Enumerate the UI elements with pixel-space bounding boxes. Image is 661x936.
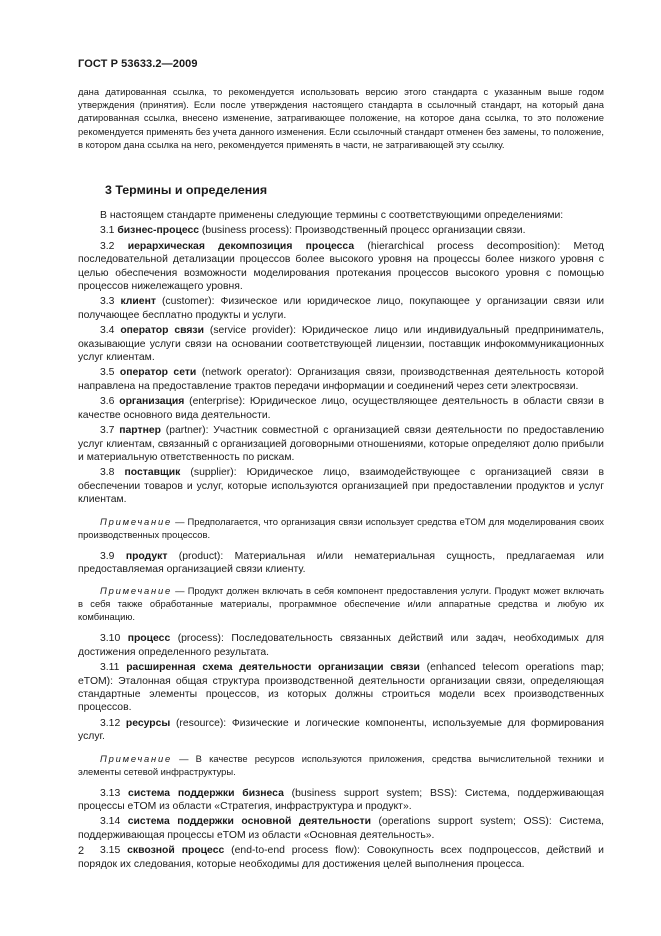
note-3 bbox=[78, 752, 604, 778]
definition-number: 3.10 bbox=[100, 633, 121, 645]
definition-text: (end-to-end process flow): Совокупность всех подпроцессов, действий и порядок их следования, которые необходимы для достижения целей выполнения процесса. bbox=[78, 845, 604, 870]
definition-term: продукт bbox=[125, 550, 168, 562]
note-text: — Продукт должен включать в себя компонент предоставления услуги. Продукт может включать в себя также обработанные материалы, программное обеспечение и/или аппаратные средства и любую их комбинацию. bbox=[78, 585, 604, 623]
definition-number: 3.1 bbox=[100, 225, 115, 237]
intro-paragraph: дана датированная ссылка, то рекомендуется использовать версию этого стандарта с указанным выше годом утверждения (принятия). Если после утверждения настоящего стандарта в ссылочный стандарт, на который дана датированная ссылка, внесено изменение, затрагивающее положение, на которое дана ссылка, то это положение рекомендуется применять без учета данного изменения. Если ссылочный стандарт отменен без замены, то положение, в котором дана ссылка на него, рекомендуется применять в части, не затрагивающей эту ссылку. bbox=[78, 86, 604, 150]
definition-term: партнер bbox=[119, 425, 161, 437]
definition-text: (business process): Производственный процесс организации связи. bbox=[199, 225, 526, 237]
definition-text: (operations support system; OSS): Система, поддерживающая процессы eTOM из области «Основная деятельность». bbox=[78, 816, 604, 841]
definition-text: (supplier): Юридическое лицо, взаимодействующее с организацией связи в обеспечении товаров и услуг, которые используются организацией при предоставлении продуктов и услуг клиентам. bbox=[78, 467, 604, 506]
definition-text: (partner): Участник совместной с организацией связи деятельности по предоставлению услуг клиентам, связанный с организацией договорными отношениями, которые определяют долю прибыли и материальную ответственность по рискам. bbox=[78, 425, 604, 463]
definition-text: (resource): Физические и логические компоненты, используемые для формирования услуг. bbox=[78, 717, 604, 743]
definition-number: 3.5 bbox=[100, 367, 115, 379]
definition-item bbox=[78, 324, 604, 364]
definition-number: 3.2 bbox=[100, 240, 115, 252]
definition-term: иерархическая декомпозиция процесса bbox=[127, 240, 355, 252]
definition-number: 3.3 bbox=[100, 296, 115, 308]
note-text: — Предполагается, что организация связи использует средства eTOM для моделирования своих производственных процессов. bbox=[78, 515, 604, 540]
definition-term: бизнес-процесс bbox=[117, 225, 200, 237]
definition-term: система поддержки бизнеса bbox=[128, 787, 284, 799]
definition-text: (enterprise): Юридическое лицо, осуществляющее деятельность в области связи в качестве основного вида деятельности. bbox=[78, 396, 604, 421]
note-label: Примечание bbox=[100, 515, 172, 527]
definition-item bbox=[78, 295, 604, 322]
definition-term: расширенная схема деятельности организации связи bbox=[126, 662, 420, 674]
page-header: ГОСТ Р 53633.2—2009 bbox=[78, 58, 198, 70]
note-label: Примечание bbox=[100, 585, 172, 597]
definitions-list-2 bbox=[78, 550, 604, 577]
definition-term: сквозной процесс bbox=[127, 845, 225, 857]
definition-item bbox=[78, 787, 604, 814]
definition-item bbox=[78, 366, 604, 393]
definition-number: 3.13 bbox=[100, 787, 121, 799]
definition-text: (service provider): Юридическое лицо или индивидуальный предприниматель, оказывающие услуги связи на основании соответствующей лицензии, поставщик инфокоммуникационных услуг клиентам. bbox=[78, 325, 604, 364]
definition-item bbox=[78, 395, 604, 422]
note-text: — В качестве ресурсов используются приложения, средства вычислительной техники и элементы сетевой инфраструктуры. bbox=[78, 752, 604, 777]
definition-number: 3.7 bbox=[100, 425, 115, 437]
definitions-list-3 bbox=[78, 632, 604, 743]
definitions-list-4 bbox=[78, 787, 604, 871]
definition-number: 3.12 bbox=[100, 717, 121, 729]
definition-text: (business support system; BSS): Система, поддерживающая процессы eTOM из области «Стратегия, инфраструктура и продукт». bbox=[78, 787, 604, 813]
definition-term: поставщик bbox=[124, 467, 181, 479]
note-1 bbox=[78, 515, 604, 541]
definition-item bbox=[78, 424, 604, 464]
definition-text: (product): Материальная и/или нематериальная сущность, предлагаемая или предоставляемая организацией связи клиенту. bbox=[78, 550, 604, 575]
definition-item bbox=[78, 661, 604, 715]
definition-number: 3.9 bbox=[100, 550, 115, 562]
definition-term: ресурсы bbox=[125, 717, 171, 729]
definition-term: процесс bbox=[127, 633, 171, 645]
definition-text: (hierarchical process decomposition): Метод последовательной детализации процессов более высокого уровня на процессы более низкого уровня с целью обеспечения возможности моделирования протекания процессов высокого уровня с помощью процессов нижележащего уровня. bbox=[78, 240, 604, 293]
definition-item bbox=[78, 550, 604, 577]
definition-term: система поддержки основной деятельности bbox=[127, 816, 371, 828]
definition-text: (customer): Физическое или юридическое лицо, покупающее у организации связи или получающее бесплатно продукты и услуги. bbox=[78, 296, 605, 321]
note-2 bbox=[78, 584, 604, 623]
definition-item bbox=[78, 844, 604, 871]
definition-number: 3.8 bbox=[100, 467, 115, 479]
page-number: 2 bbox=[78, 845, 85, 857]
definition-text: (enhanced telecom operations map; eTOM): Эталонная общая структура производственной деятельности организации связи, определяющая стандартные элементы процессов, из которых должны строиться модели всех производственных процессов. bbox=[78, 662, 604, 714]
note-label: Примечание bbox=[100, 752, 172, 764]
definition-term: оператор связи bbox=[120, 325, 204, 337]
definition-item bbox=[78, 717, 604, 744]
definition-number: 3.15 bbox=[100, 845, 121, 857]
definition-number: 3.14 bbox=[100, 816, 121, 828]
section-title: 3 Термины и определения bbox=[105, 183, 268, 198]
definition-number: 3.6 bbox=[100, 396, 115, 408]
definition-item bbox=[78, 224, 604, 237]
definition-number: 3.11 bbox=[100, 662, 120, 674]
definitions-list-1 bbox=[78, 224, 604, 506]
definition-item bbox=[78, 815, 604, 842]
document-body bbox=[78, 85, 604, 871]
section-lead: В настоящем стандарте применены следующие термины с соответствующими определениями: bbox=[100, 210, 564, 222]
definition-term: клиент bbox=[120, 296, 156, 308]
definition-text: (process): Последовательность связанных действий или задач, необходимых для достижения определенного результата. bbox=[78, 633, 605, 658]
definition-term: оператор сети bbox=[119, 367, 197, 379]
definition-item bbox=[78, 466, 604, 506]
definition-term: организация bbox=[119, 396, 185, 408]
definition-item bbox=[78, 632, 604, 659]
definition-number: 3.4 bbox=[100, 325, 115, 337]
definition-text: (network operator): Организация связи, производственная деятельность которой направлена на предоставление трактов передачи информации и соединений через сети электросвязи. bbox=[78, 367, 604, 392]
definition-item bbox=[78, 240, 604, 294]
